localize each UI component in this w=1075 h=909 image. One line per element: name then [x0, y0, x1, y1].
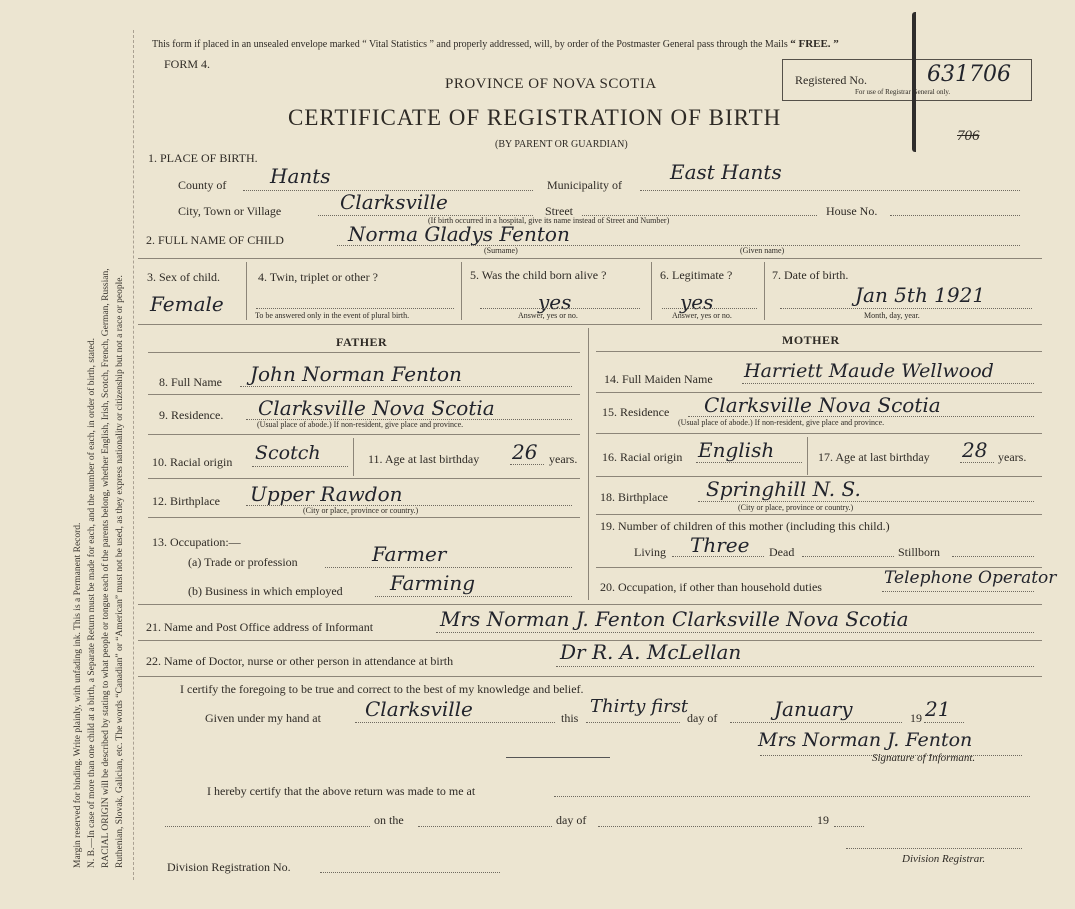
father-residence-value: Clarksville Nova Scotia	[258, 396, 495, 420]
division-registrar-label: Division Registrar.	[902, 853, 986, 865]
dob-note: Month, day, year.	[864, 311, 920, 320]
mother-occupation-line	[882, 591, 1034, 592]
father-racial-line	[252, 466, 348, 467]
mother-heading-rule	[596, 351, 1042, 352]
mother-birthplace-line	[698, 501, 1034, 502]
registered-number-value: 631706	[927, 62, 1011, 87]
mother-racial-age-divider	[807, 437, 808, 475]
form-number: FORM 4.	[164, 57, 211, 71]
registered-number-box	[782, 59, 1032, 101]
alive-line	[480, 308, 640, 309]
father-racial-value: Scotch	[255, 442, 321, 464]
child-name-label: 2. FULL NAME OF CHILD	[146, 233, 284, 247]
mother-occupation-label: 20. Occupation, if other than household duties	[600, 580, 822, 594]
divider-sex-twin	[246, 262, 247, 320]
registered-number-label: Registered No.	[795, 73, 867, 87]
postal-note-free: “ FREE. ”	[790, 38, 839, 50]
mother-age-label: 17. Age at last birthday	[818, 450, 930, 464]
father-racial-age-divider	[353, 438, 354, 476]
mother-occupation-value: Telephone Operator	[884, 568, 1057, 588]
father-name-rule	[148, 394, 580, 395]
child-details-bottom-rule	[138, 324, 1042, 325]
month-value: January	[774, 697, 853, 721]
binding-margin-line	[133, 30, 134, 880]
municipality-label: Municipality of	[547, 178, 622, 192]
mother-birthplace-rule	[596, 514, 1042, 515]
sex-label: 3. Sex of child.	[147, 270, 220, 284]
legitimate-answer-note: Answer, yes or no.	[672, 311, 732, 320]
divider-alive-legit	[651, 262, 652, 320]
dob-value: Jan 5th 1921	[855, 283, 986, 307]
given-place-line	[355, 722, 555, 723]
registrar-month-line	[598, 826, 812, 827]
margin-note-racial-origin: RACIAL ORIGIN will be described by stating to what people or tongue each of the parents belong, whether English, Irish, Scotch, French, German, Russian,	[101, 268, 111, 868]
legitimate-line	[662, 308, 757, 309]
county-label: County of	[178, 178, 227, 192]
county-value: Hants	[270, 164, 331, 188]
father-age-rule	[148, 478, 580, 479]
registrar-on-the: on the	[374, 813, 404, 827]
division-registrar-line	[846, 848, 1022, 849]
registrar-day-of: day of	[556, 813, 587, 827]
father-trade-label: (a) Trade or profession	[188, 555, 298, 569]
father-name-value: John Norman Fenton	[250, 362, 462, 386]
father-name-line	[240, 386, 572, 387]
city-value: Clarksville	[340, 190, 448, 214]
father-residence-label: 9. Residence.	[159, 408, 224, 422]
mother-racial-line	[696, 462, 802, 463]
divider-twin-alive	[461, 262, 462, 320]
informant-line	[436, 632, 1034, 633]
place-section-label: 1. PLACE OF BIRTH.	[148, 151, 258, 165]
mother-name-line	[742, 383, 1034, 384]
father-heading: FATHER	[336, 335, 388, 349]
twin-label: 4. Twin, triplet or other ?	[258, 270, 378, 284]
mother-age-years: years.	[998, 450, 1027, 464]
father-age-years: years.	[549, 452, 578, 466]
father-age-value: 26	[512, 440, 538, 464]
father-birthplace-value: Upper Rawdon	[250, 482, 403, 506]
surname-note: (Surname)	[484, 246, 518, 255]
day-of-label: day of	[687, 711, 718, 725]
father-residence-note: (Usual place of abode.) If non-resident, give place and province.	[257, 420, 464, 429]
father-trade-line	[325, 567, 572, 568]
mother-birthplace-label: 18. Birthplace	[600, 490, 668, 504]
mother-stillborn-line	[952, 556, 1034, 557]
legitimate-label: 6. Legitimate ?	[660, 268, 733, 282]
year-value: 21	[925, 697, 951, 721]
alive-answer-note: Answer, yes or no.	[518, 311, 578, 320]
mother-residence-label: 15. Residence	[602, 405, 670, 419]
mother-birthplace-value: Springhill N. S.	[706, 477, 861, 501]
municipality-value: East Hants	[670, 160, 782, 184]
father-birthplace-label: 12. Birthplace	[152, 494, 220, 508]
father-business-value: Farming	[390, 571, 476, 595]
signature-flourish	[506, 757, 610, 758]
father-occupation-label: 13. Occupation:—	[152, 535, 241, 549]
doctor-label: 22. Name of Doctor, nurse or other person in attendance at birth	[146, 654, 454, 668]
registered-number-note: For use of Registrar General only.	[855, 88, 951, 96]
registrar-year-prefix: 19	[817, 813, 829, 827]
mother-racial-label: 16. Racial origin	[602, 450, 683, 464]
registrar-year-line	[834, 826, 864, 827]
pen-stroke-mark	[912, 12, 922, 152]
city-label: City, Town or Village	[178, 204, 282, 218]
postal-note	[152, 38, 839, 50]
mother-heading: MOTHER	[782, 333, 840, 347]
year-line	[924, 722, 964, 723]
informant-value: Mrs Norman J. Fenton Clarksville Nova Scotia	[440, 607, 909, 631]
margin-note-racial-origin-2: Ruthenian, Slovak, Galician, etc. The words “Canadian” or “American” must not be used, as they express nationality or citizenship but not a race or people.	[115, 275, 125, 868]
informant-top-rule	[138, 604, 1042, 605]
father-birthplace-rule	[148, 517, 580, 518]
father-name-label: 8. Full Name	[159, 375, 222, 389]
hospital-note: (If birth occurred in a hospital, give its name instead of Street and Number)	[428, 216, 670, 225]
signature-label: Signature of Informant.	[872, 752, 976, 764]
certificate-subtitle: (BY PARENT OR GUARDIAN)	[495, 139, 628, 150]
registrar-statement: I hereby certify that the above return was made to me at	[207, 784, 476, 798]
year-prefix: 19	[910, 711, 922, 725]
day-line	[586, 722, 680, 723]
twin-line	[256, 308, 454, 309]
crossed-number: 706	[957, 128, 980, 144]
registrar-date-line	[418, 826, 552, 827]
mother-age-value: 28	[962, 438, 988, 462]
mother-birthplace-note: (City or place, province or country.)	[738, 503, 854, 512]
division-registration-line	[320, 872, 500, 873]
this-label: this	[561, 711, 579, 725]
day-value: Thirty first	[590, 696, 689, 717]
doctor-bottom-rule	[138, 676, 1042, 677]
alive-value: yes	[538, 290, 572, 314]
mother-living-value: Three	[690, 533, 750, 557]
given-place-value: Clarksville	[365, 697, 473, 721]
father-residence-rule	[148, 434, 580, 435]
alive-label: 5. Was the child born alive ?	[470, 268, 607, 282]
mother-name-label: 14. Full Maiden Name	[604, 372, 713, 386]
province-heading: PROVINCE OF NOVA SCOTIA	[445, 76, 657, 92]
mother-living-label: Living	[634, 545, 666, 559]
divider-legit-dob	[764, 262, 765, 320]
father-mother-divider	[588, 328, 589, 600]
child-name-value: Norma Gladys Fenton	[348, 222, 570, 246]
informant-signature: Mrs Norman J. Fenton	[758, 729, 973, 751]
given-name-note: (Given name)	[740, 246, 785, 255]
margin-note-separate-return: N. B.—In case of more than one child at a birth, a Separate Return must be made for each, and the number of each, in order of birth, stated.	[87, 338, 97, 868]
father-business-label: (b) Business in which employed	[188, 584, 343, 598]
mother-racial-value: English	[698, 438, 775, 462]
child-details-top-rule	[138, 258, 1042, 259]
dob-label: 7. Date of birth.	[772, 268, 849, 282]
registrar-place-line	[554, 796, 1030, 797]
legitimate-value: yes	[680, 290, 714, 314]
mother-children-label: 19. Number of children of this mother (including this child.)	[600, 519, 890, 533]
twin-note: To be answered only in the event of plural birth.	[255, 311, 410, 320]
informant-label: 21. Name and Post Office address of Informant	[146, 620, 374, 634]
father-business-line	[375, 596, 572, 597]
certify-statement: I certify the foregoing to be true and correct to the best of my knowledge and belief.	[180, 682, 584, 696]
mother-residence-rule	[596, 433, 1042, 434]
dob-line	[780, 308, 1032, 309]
certificate-title: CERTIFICATE OF REGISTRATION OF BIRTH	[288, 105, 782, 130]
father-racial-label: 10. Racial origin	[152, 455, 233, 469]
postal-note-text: This form if placed in an unsealed envelope marked “ Vital Statistics ” and properly addressed, will, by order of the Postmaster General pass through the Mails	[152, 39, 788, 50]
mother-residence-value: Clarksville Nova Scotia	[704, 393, 941, 417]
municipality-line	[640, 190, 1020, 191]
mother-stillborn-label: Stillborn	[898, 545, 941, 559]
division-registration-label: Division Registration No.	[167, 860, 291, 874]
mother-age-line	[960, 462, 994, 463]
mother-name-value: Harriett Maude Wellwood	[744, 360, 994, 382]
doctor-value: Dr R. A. McLellan	[560, 640, 742, 664]
house-number-label: House No.	[826, 204, 878, 218]
father-trade-value: Farmer	[372, 542, 447, 566]
father-age-label: 11. Age at last birthday	[368, 452, 480, 466]
doctor-line	[556, 666, 1034, 667]
father-heading-rule	[148, 352, 580, 353]
father-birthplace-note: (City or place, province or country.)	[303, 506, 419, 515]
mother-residence-note: (Usual place of abode.) If non-resident, give place and province.	[678, 418, 885, 427]
mother-dead-line	[802, 556, 894, 557]
street-label: Street	[545, 204, 573, 218]
sex-value: Female	[150, 292, 224, 316]
father-age-line	[510, 464, 544, 465]
given-under-label: Given under my hand at	[205, 711, 321, 725]
margin-note-binding: Margin reserved for binding. Write plainly, with unfading ink. This is a Permanent Record.	[73, 522, 83, 868]
month-line	[730, 722, 902, 723]
house-number-line	[890, 215, 1020, 216]
mother-dead-label: Dead	[769, 545, 795, 559]
registrar-place-line-2	[165, 826, 370, 827]
